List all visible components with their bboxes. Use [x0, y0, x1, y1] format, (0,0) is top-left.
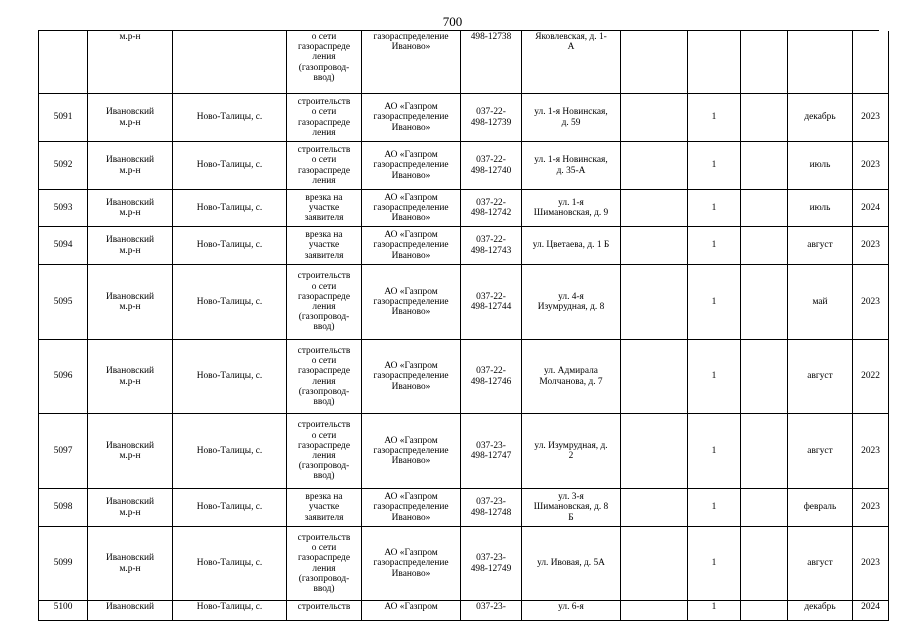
registry-number-cell: 037-22- 498-12739 — [461, 94, 522, 142]
quantity-cell: 1 — [688, 489, 741, 527]
month-cell: август — [788, 340, 853, 414]
table-row — [39, 142, 879, 190]
year-cell: 2023 — [853, 142, 889, 190]
empty-cell — [621, 489, 688, 527]
registry-number-cell: 037-22- 498-12740 — [461, 142, 522, 190]
row-number-cell: 5100 — [39, 601, 88, 621]
row-number-cell: 5092 — [39, 142, 88, 190]
district-cell: Ивановский м.р-н — [88, 489, 173, 527]
district-cell: Ивановский м.р-н — [88, 265, 173, 340]
settlement-cell: Ново-Талицы, с. — [173, 94, 287, 142]
district-cell: Ивановский — [88, 601, 173, 621]
quantity-cell: 1 — [688, 414, 741, 489]
row-number-cell: 5094 — [39, 227, 88, 265]
empty-cell — [741, 340, 788, 414]
year-cell: 2023 — [853, 265, 889, 340]
organization-cell: АО «Газпром газораспределение Иваново» — [362, 190, 461, 227]
empty-cell — [621, 227, 688, 265]
month-cell — [788, 31, 853, 94]
table-row — [39, 527, 879, 601]
registry-number-cell: 037-22- 498-12742 — [461, 190, 522, 227]
page-number: 700 — [442, 14, 463, 29]
registry-number-cell: 037-22- 498-12744 — [461, 265, 522, 340]
month-cell: февраль — [788, 489, 853, 527]
year-cell: 2023 — [853, 489, 889, 527]
organization-cell: АО «Газпром газораспределение Иваново» — [362, 142, 461, 190]
settlement-cell: Ново-Талицы, с. — [173, 601, 287, 621]
empty-cell — [741, 190, 788, 227]
month-cell: июль — [788, 142, 853, 190]
empty-cell — [621, 414, 688, 489]
organization-cell: АО «Газпром газораспределение Иваново» — [362, 489, 461, 527]
address-cell: Яковлевская, д. 1- А — [522, 31, 621, 94]
empty-cell — [741, 527, 788, 601]
settlement-cell: Ново-Талицы, с. — [173, 527, 287, 601]
month-cell: август — [788, 227, 853, 265]
registry-number-cell: 037-23- 498-12747 — [461, 414, 522, 489]
district-cell: Ивановский м.р-н — [88, 142, 173, 190]
month-cell: декабрь — [788, 601, 853, 621]
organization-cell: АО «Газпром газораспределение Иваново» — [362, 94, 461, 142]
table-row — [39, 94, 879, 142]
row-number-cell: 5091 — [39, 94, 88, 142]
table-row — [39, 227, 879, 265]
table-row — [39, 414, 879, 489]
row-number-cell: 5098 — [39, 489, 88, 527]
work-type-cell: врезка на участке заявителя — [287, 489, 362, 527]
settlement-cell: Ново-Талицы, с. — [173, 265, 287, 340]
address-cell: ул. Изумрудная, д. 2 — [522, 414, 621, 489]
district-cell: Ивановский м.р-н — [88, 190, 173, 227]
address-cell: ул. 4-я Изумрудная, д. 8 — [522, 265, 621, 340]
work-type-cell: строительств — [287, 601, 362, 621]
registry-number-cell: 037-22- 498-12743 — [461, 227, 522, 265]
address-cell: ул. 1-я Новинская, д. 35-А — [522, 142, 621, 190]
empty-cell — [741, 142, 788, 190]
empty-cell — [741, 31, 788, 94]
work-type-cell: строительств о сети газораспреде ления (газопровод- ввод) — [287, 265, 362, 340]
month-cell: август — [788, 414, 853, 489]
quantity-cell: 1 — [688, 142, 741, 190]
year-cell — [853, 31, 889, 94]
registry-number-cell: 037-22- 498-12746 — [461, 340, 522, 414]
year-cell: 2024 — [853, 601, 889, 621]
quantity-cell: 1 — [688, 227, 741, 265]
table-row — [39, 31, 879, 94]
empty-cell — [621, 340, 688, 414]
organization-cell: АО «Газпром газораспределение Иваново» — [362, 227, 461, 265]
organization-cell: АО «Газпром газораспределение Иваново» — [362, 340, 461, 414]
district-cell: Ивановский м.р-н — [88, 340, 173, 414]
registry-number-cell: 037-23- — [461, 601, 522, 621]
month-cell: май — [788, 265, 853, 340]
empty-cell — [741, 414, 788, 489]
empty-cell — [741, 265, 788, 340]
quantity-cell: 1 — [688, 94, 741, 142]
address-cell: ул. Цветаева, д. 1 Б — [522, 227, 621, 265]
district-cell: Ивановский м.р-н — [88, 227, 173, 265]
table-row — [39, 340, 879, 414]
empty-cell — [621, 142, 688, 190]
gas-connection-table — [38, 30, 879, 621]
year-cell: 2023 — [853, 527, 889, 601]
address-cell: ул. 1-я Новинская, д. 59 — [522, 94, 621, 142]
year-cell: 2024 — [853, 190, 889, 227]
month-cell: июль — [788, 190, 853, 227]
settlement-cell: Ново-Талицы, с. — [173, 489, 287, 527]
work-type-cell: строительств о сети газораспреде ления — [287, 142, 362, 190]
quantity-cell: 1 — [688, 190, 741, 227]
address-cell: ул. 3-я Шимановская, д. 8 Б — [522, 489, 621, 527]
settlement-cell: Ново-Талицы, с. — [173, 227, 287, 265]
settlement-cell — [173, 31, 287, 94]
work-type-cell: строительств о сети газораспреде ления (газопровод- ввод) — [287, 527, 362, 601]
year-cell: 2023 — [853, 227, 889, 265]
settlement-cell: Ново-Талицы, с. — [173, 340, 287, 414]
row-number-cell: 5095 — [39, 265, 88, 340]
empty-cell — [621, 190, 688, 227]
organization-cell: АО «Газпром газораспределение Иваново» — [362, 265, 461, 340]
organization-cell: газораспределение Иваново» — [362, 31, 461, 94]
work-type-cell: о сети газораспреде ления (газопровод- ввод) — [287, 31, 362, 94]
quantity-cell: 1 — [688, 601, 741, 621]
address-cell: ул. 1-я Шимановская, д. 9 — [522, 190, 621, 227]
year-cell: 2022 — [853, 340, 889, 414]
district-cell: м.р-н — [88, 31, 173, 94]
row-number-cell: 5096 — [39, 340, 88, 414]
address-cell: ул. 6-я — [522, 601, 621, 621]
row-number-cell: 5093 — [39, 190, 88, 227]
work-type-cell: строительств о сети газораспреде ления (газопровод- ввод) — [287, 414, 362, 489]
work-type-cell: врезка на участке заявителя — [287, 190, 362, 227]
district-cell: Ивановский м.р-н — [88, 414, 173, 489]
quantity-cell — [688, 31, 741, 94]
empty-cell — [621, 601, 688, 621]
empty-cell — [621, 31, 688, 94]
work-type-cell: строительств о сети газораспреде ления — [287, 94, 362, 142]
row-number-cell — [39, 31, 88, 94]
empty-cell — [741, 94, 788, 142]
registry-number-cell: 037-23- 498-12748 — [461, 489, 522, 527]
district-cell: Ивановский м.р-н — [88, 94, 173, 142]
registry-number-cell: 498-12738 — [461, 31, 522, 94]
table-row — [39, 489, 879, 527]
empty-cell — [621, 94, 688, 142]
month-cell: декабрь — [788, 94, 853, 142]
table-row — [39, 190, 879, 227]
organization-cell: АО «Газпром — [362, 601, 461, 621]
empty-cell — [621, 527, 688, 601]
organization-cell: АО «Газпром газораспределение Иваново» — [362, 414, 461, 489]
work-type-cell: строительств о сети газораспреде ления (газопровод- ввод) — [287, 340, 362, 414]
empty-cell — [741, 601, 788, 621]
table-row — [39, 265, 879, 340]
address-cell: ул. Адмирала Молчанова, д. 7 — [522, 340, 621, 414]
settlement-cell: Ново-Талицы, с. — [173, 190, 287, 227]
settlement-cell: Ново-Талицы, с. — [173, 414, 287, 489]
registry-number-cell: 037-23- 498-12749 — [461, 527, 522, 601]
empty-cell — [621, 265, 688, 340]
empty-cell — [741, 227, 788, 265]
district-cell: Ивановский м.р-н — [88, 527, 173, 601]
settlement-cell: Ново-Талицы, с. — [173, 142, 287, 190]
quantity-cell: 1 — [688, 527, 741, 601]
quantity-cell: 1 — [688, 265, 741, 340]
row-number-cell: 5099 — [39, 527, 88, 601]
month-cell: август — [788, 527, 853, 601]
address-cell: ул. Ивовая, д. 5А — [522, 527, 621, 601]
work-type-cell: врезка на участке заявителя — [287, 227, 362, 265]
organization-cell: АО «Газпром газораспределение Иваново» — [362, 527, 461, 601]
row-number-cell: 5097 — [39, 414, 88, 489]
table-row — [39, 601, 879, 621]
year-cell: 2023 — [853, 94, 889, 142]
quantity-cell: 1 — [688, 340, 741, 414]
empty-cell — [741, 489, 788, 527]
year-cell: 2023 — [853, 414, 889, 489]
